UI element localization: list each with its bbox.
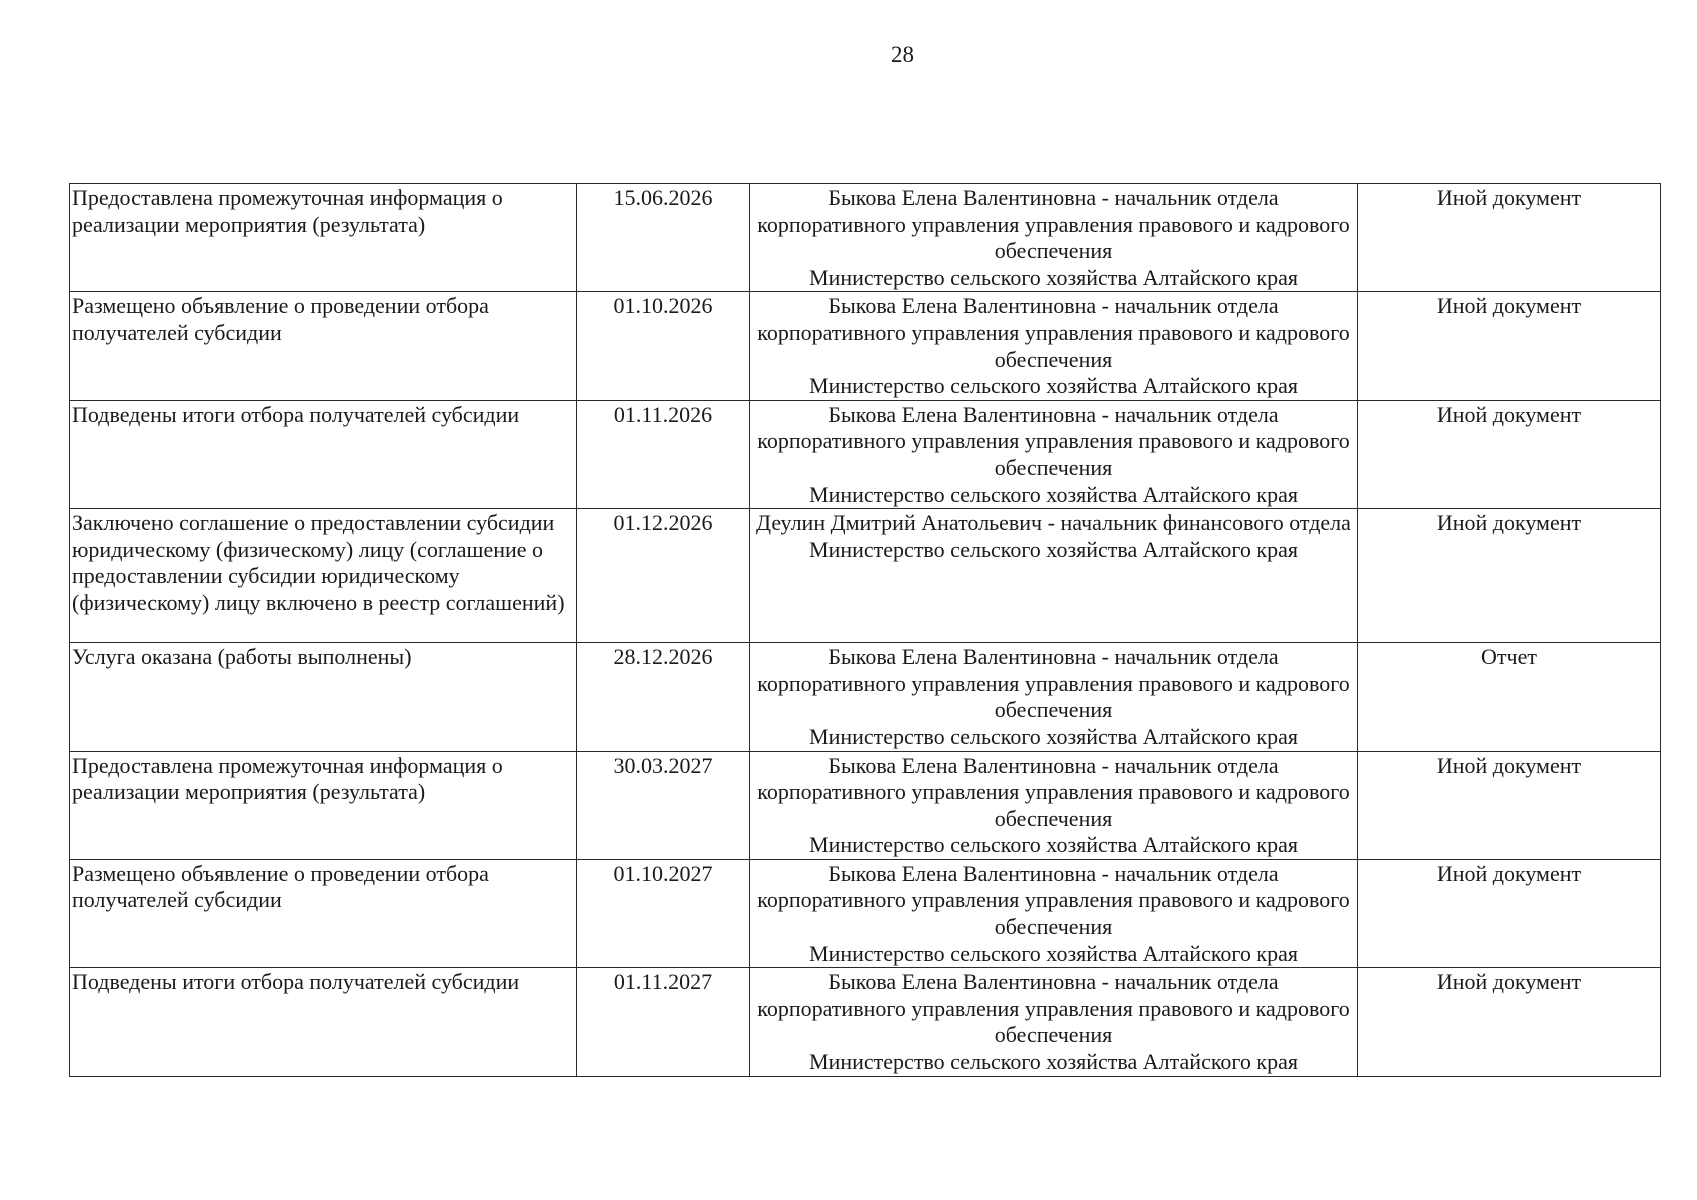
control-points-table — [69, 183, 1661, 1077]
document-type-cell: Иной документ — [1358, 859, 1661, 967]
table-row — [70, 751, 1661, 859]
responsible-cell — [750, 643, 1358, 751]
document-type-cell: Отчет — [1358, 643, 1661, 751]
event-cell: Подведены итоги отбора получателей субсидии — [70, 400, 577, 508]
document-type-cell: Иной документ — [1358, 968, 1661, 1076]
date-cell: 30.03.2027 — [577, 751, 750, 859]
table-row — [70, 509, 1661, 643]
responsible-organization: Министерство сельского хозяйства Алтайского края — [809, 940, 1298, 966]
document-type-cell: Иной документ — [1358, 509, 1661, 643]
responsible-organization: Министерство сельского хозяйства Алтайского края — [809, 723, 1298, 749]
responsible-person: Быкова Елена Валентиновна - начальник отдела корпоративного управления управления правового и кадрового обеспечения — [757, 185, 1350, 264]
responsible-person: Быкова Елена Валентиновна - начальник отдела корпоративного управления управления правового и кадрового обеспечения — [757, 401, 1350, 480]
responsible-cell — [750, 184, 1358, 292]
responsible-cell — [750, 509, 1358, 643]
responsible-cell — [750, 400, 1358, 508]
table-row — [70, 184, 1661, 292]
date-cell: 01.11.2027 — [577, 968, 750, 1076]
responsible-organization: Министерство сельского хозяйства Алтайского края — [809, 536, 1298, 562]
document-type-cell: Иной документ — [1358, 751, 1661, 859]
responsible-person: Быкова Елена Валентиновна - начальник отдела корпоративного управления управления правового и кадрового обеспечения — [757, 752, 1350, 831]
responsible-cell — [750, 859, 1358, 967]
responsible-person: Быкова Елена Валентиновна - начальник отдела корпоративного управления управления правового и кадрового обеспечения — [757, 969, 1350, 1048]
document-type-cell: Иной документ — [1358, 184, 1661, 292]
responsible-organization: Министерство сельского хозяйства Алтайского края — [809, 264, 1298, 290]
responsible-person: Быкова Елена Валентиновна - начальник отдела корпоративного управления управления правового и кадрового обеспечения — [757, 644, 1350, 723]
responsible-cell — [750, 751, 1358, 859]
date-cell: 01.12.2026 — [577, 509, 750, 643]
date-cell: 01.10.2026 — [577, 292, 750, 400]
event-cell: Размещено объявление о проведении отбора получателей субсидии — [70, 292, 577, 400]
responsible-person: Деулин Дмитрий Анатольевич - начальник финансового отдела — [756, 510, 1351, 536]
date-cell: 28.12.2026 — [577, 643, 750, 751]
page-number: 28 — [891, 42, 914, 67]
responsible-organization: Министерство сельского хозяйства Алтайского края — [809, 481, 1298, 507]
table-row — [70, 643, 1661, 751]
responsible-person: Быкова Елена Валентиновна - начальник отдела корпоративного управления управления правового и кадрового обеспечения — [757, 293, 1350, 372]
table-row — [70, 968, 1661, 1076]
table-row — [70, 400, 1661, 508]
date-cell: 15.06.2026 — [577, 184, 750, 292]
event-cell: Предоставлена промежуточная информация о реализации мероприятия (результата) — [70, 751, 577, 859]
document-type-cell: Иной документ — [1358, 292, 1661, 400]
responsible-person: Быкова Елена Валентиновна - начальник отдела корпоративного управления управления правового и кадрового обеспечения — [757, 860, 1350, 940]
event-cell: Услуга оказана (работы выполнены) — [70, 643, 577, 751]
document-type-cell: Иной документ — [1358, 400, 1661, 508]
responsible-organization: Министерство сельского хозяйства Алтайского края — [809, 832, 1298, 858]
responsible-organization: Министерство сельского хозяйства Алтайского края — [809, 373, 1298, 399]
event-cell: Заключено соглашение о предоставлении субсидии юридическому (физическому) лицу (соглашение о предоставлении субсидии юридическому (физическому) лицу включено в реестр соглашений) — [70, 509, 577, 643]
date-cell: 01.11.2026 — [577, 400, 750, 508]
responsible-cell — [750, 968, 1358, 1076]
event-cell: Предоставлена промежуточная информация о реализации мероприятия (результата) — [70, 184, 577, 292]
table-row — [70, 292, 1661, 400]
event-cell: Размещено объявление о проведении отбора получателей субсидии — [70, 859, 577, 967]
responsible-cell — [750, 292, 1358, 400]
table-row — [70, 859, 1661, 967]
event-cell: Подведены итоги отбора получателей субсидии — [70, 968, 577, 1076]
responsible-organization: Министерство сельского хозяйства Алтайского края — [809, 1049, 1298, 1075]
date-cell: 01.10.2027 — [577, 859, 750, 967]
